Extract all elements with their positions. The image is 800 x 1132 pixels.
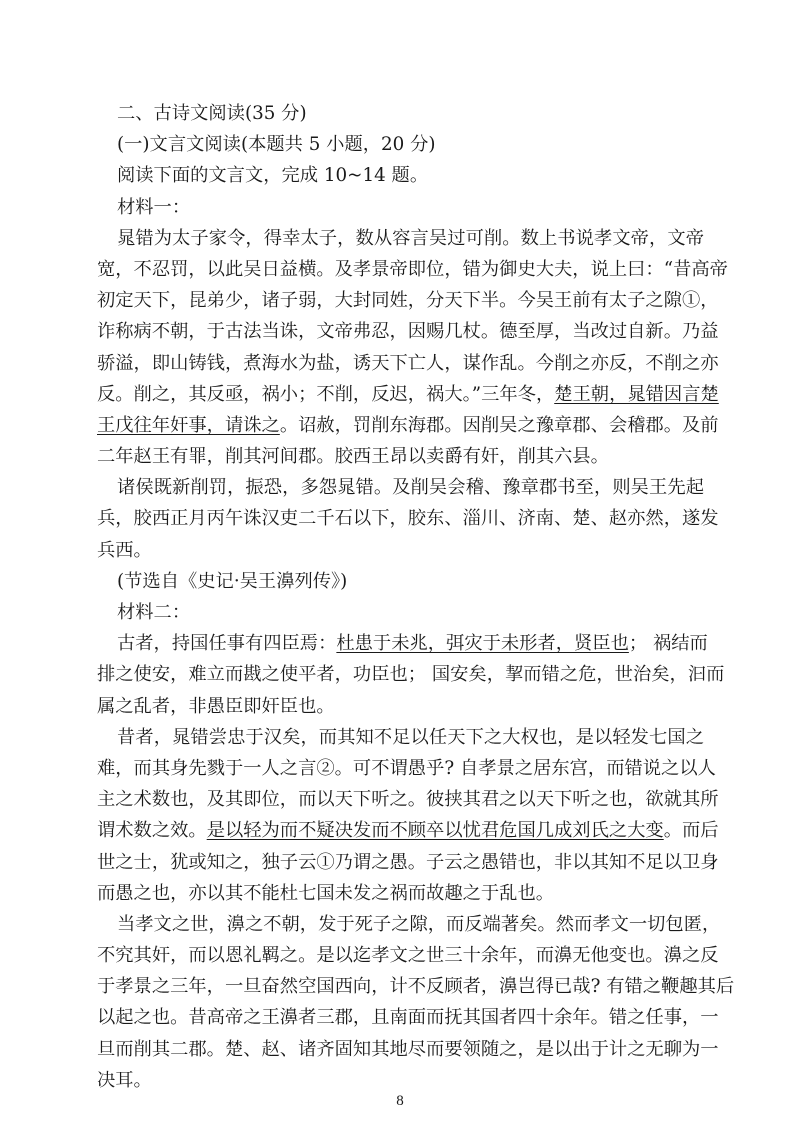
text-segment: (节选自《史记·吴王濞列传》) <box>117 570 348 592</box>
text-line <box>97 160 704 191</box>
underlined-text: 王戊往年奸事，请诛之 <box>97 414 280 436</box>
text-line <box>97 940 719 971</box>
text-segment: 材料二： <box>117 602 191 623</box>
text-segment: 二年赵王有罪，削其河间郡。胶西王昂以卖爵有奸，削其六县。 <box>97 446 609 468</box>
text-segment: 兵西。 <box>97 539 152 561</box>
text-line <box>97 597 704 628</box>
underlined-text: 楚王朝，晁错因言楚 <box>554 383 719 405</box>
text-line <box>97 192 704 223</box>
text-line <box>97 472 704 503</box>
text-segment: 。诏赦，罚削东海郡。因削吴之豫章郡、会稽郡。及前 <box>279 414 719 436</box>
text-segment: 难，而其身先戮于一人之言②。可不谓愚乎? 自孝景之居东宫，而错说之以人 <box>97 757 716 779</box>
text-line <box>97 909 721 940</box>
text-line <box>97 535 704 566</box>
text-segment: ； 祸结而 <box>628 633 708 655</box>
text-segment: 昔者，晁错尝忠于汉矣，而其知不足以任天下之大权也，是以轻发七国之 <box>117 726 704 748</box>
text-segment: 当孝文之世，濞之不朝，发于死子之隙，而反端著矣。然而孝文一切包匿， <box>117 913 721 935</box>
text-line <box>97 223 704 254</box>
text-segment: 谓术数之效。 <box>97 820 207 842</box>
text-line <box>97 441 704 472</box>
text-line <box>97 1002 719 1033</box>
text-segment: 诈称病不朝，于古法当诛，文帝弗忍，因赐几杖。德至厚，当改过自新。乃益 <box>97 321 719 343</box>
text-segment: 二、古诗文阅读(35 分) <box>117 103 307 124</box>
text-line <box>97 722 704 753</box>
text-line <box>97 348 719 379</box>
text-segment: 古者，持国任事有四臣焉： <box>117 633 337 655</box>
text-line <box>97 285 719 316</box>
text-line <box>97 628 708 659</box>
text-segment: 以起之也。昔高帝之王濞者三郡，且南面而抚其国者四十余年。错之任事，一 <box>97 1007 719 1029</box>
text-segment: 晁错为太子家令，得幸太子，数从容言吴过可削。数上书说孝文帝，文帝 <box>117 227 704 249</box>
text-line <box>97 815 719 846</box>
document-body <box>97 98 735 1096</box>
text-line <box>97 254 728 285</box>
text-segment: 排之使安，难立而戡之使平者，功臣也； 国安矣，挈而错之危，世治矣，汩而 <box>97 664 725 686</box>
text-segment: 宽，不忍罚，以此吴日益横。及孝景帝即位，错为御史大夫，说上曰：“昔高帝 <box>97 258 728 280</box>
text-segment: 兵，胶西正月丙午诛汉吏二千石以下，胶东、淄川、济南、楚、赵亦然，遂发 <box>97 508 719 530</box>
text-segment: 阅读下面的文言文，完成 10~14 题。 <box>117 165 429 187</box>
text-line <box>97 316 719 347</box>
text-line <box>97 98 704 129</box>
text-line <box>97 1065 704 1096</box>
text-segment: 决耳。 <box>97 1069 152 1091</box>
text-segment: 初定天下，昆弟少，诸子弱，大封同姓，分天下半。今吴王前有太子之隙①， <box>97 290 719 312</box>
text-segment: 。而后 <box>663 820 719 842</box>
text-line <box>97 971 735 1002</box>
text-segment: 旦而削其二郡。楚、赵、诸齐固知其地尽而要领随之，是以出于计之无聊为一 <box>97 1038 719 1060</box>
text-line <box>97 878 704 909</box>
text-segment: 材料一： <box>117 196 191 218</box>
text-line <box>97 129 704 160</box>
page-number: 8 <box>396 1093 404 1109</box>
text-segment: 反。削之，其反亟，祸小；不削，反迟，祸大。”三年冬， <box>97 383 555 405</box>
text-segment: (一)文言文阅读(本题共 5 小题，20 分) <box>117 134 436 156</box>
text-line <box>97 847 719 878</box>
text-segment: 诸侯既新削罚，振恐，多怨晁错。及削吴会稽、豫章郡书至，则吴王先起 <box>117 477 704 499</box>
text-segment: 而愚之也，亦以其不能杜七国未发之祸而故趣之于乱也。 <box>97 882 555 904</box>
text-segment: 属之乱者，非愚臣即奸臣也。 <box>97 695 335 717</box>
text-segment: 于孝景之三年，一旦奋然空国西向，计不反顾者，濞岂得已哉? 有错之鞭趣其后 <box>97 976 735 998</box>
text-line <box>97 566 704 597</box>
text-line <box>97 503 719 534</box>
text-line <box>97 1034 719 1065</box>
underlined-text: 杜患于未兆，弭灾于未形者，贤臣也 <box>336 633 629 655</box>
text-line <box>97 379 719 410</box>
underlined-text: 是以轻为而不疑决发而不顾卒以忧君危国几成刘氏之大变 <box>206 820 664 842</box>
text-segment: 骄溢，即山铸钱，煮海水为盐，诱天下亡人，谋作乱。今削之亦反，不削之亦 <box>97 352 719 374</box>
text-segment: 主之术数也，及其即位，而以天下听之。彼挟其君之以天下听之也，欲就其所 <box>97 789 719 811</box>
text-line <box>97 691 704 722</box>
text-line <box>97 410 719 441</box>
text-line <box>97 753 716 784</box>
text-segment: 世之士，犹或知之，独子云①乃谓之愚。子云之愚错也，非以其知不足以卫身 <box>97 851 719 873</box>
text-line <box>97 784 719 815</box>
text-segment: 不究其奸，而以恩礼羁之。是以迄孝文之世三十余年，而濞无他变也。濞之反 <box>97 945 719 967</box>
text-line <box>97 659 725 690</box>
